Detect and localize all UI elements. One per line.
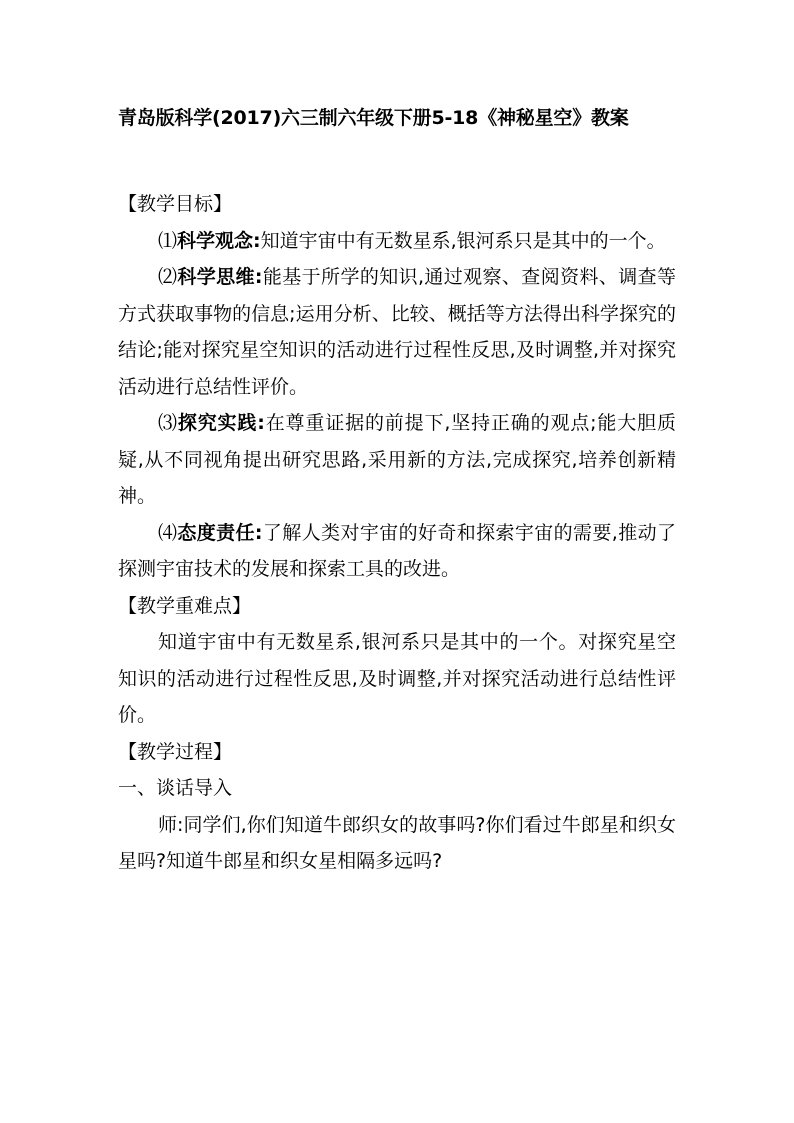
document-body [118, 186, 676, 880]
objective-text: 能基于所学的知识,通过观察、查阅资料、调查等方式获取事物的信息;运用分析、比较、概括等方法得出科学探究的结论;能对探究星空知识的活动进行过程性反思,及时调整,并对探究活动进行总结性评价。 [118, 266, 676, 398]
process-heading: 【教学过程】 [118, 740, 233, 763]
step-1-text: 师:同学们,你们知道牛郎织女的故事吗?你们看过牛郎星和织女星吗?知道牛郎星和织女星相隔多远吗? [118, 813, 676, 872]
objective-number: ⑷ [158, 521, 178, 544]
objective-text: 知道宇宙中有无数星系,银河系只是其中的一个。 [260, 229, 666, 252]
document-title: 青岛版科学(2017)六三制六年级下册5-18《神秘星空》教案 [118, 107, 629, 129]
objective-label: 科学思维: [177, 266, 263, 288]
objective-item-2 [118, 259, 676, 405]
key-points-text: 知道宇宙中有无数星系,银河系只是其中的一个。对探究星空知识的活动进行过程性反思,及时调整,并对探究活动进行总结性评价。 [118, 631, 676, 726]
objective-number: ⑴ [158, 229, 178, 252]
objectives-heading: 【教学目标】 [118, 193, 233, 215]
objective-text: 在尊重证据的前提下,坚持正确的观点;能大胆质疑,从不同视角提出研究思路,采用新的方法,完成探究,培养创新精神。 [118, 412, 676, 507]
objective-number: ⑵ [158, 266, 178, 288]
objective-number: ⑶ [158, 412, 178, 434]
objective-text: 了解人类对宇宙的好奇和探索宇宙的需要,推动了探测宇宙技术的发展和探索工具的改进。 [118, 521, 676, 580]
objective-item-3 [118, 405, 676, 515]
key-points-heading: 【教学重难点】 [118, 594, 252, 617]
objective-label: 探究实践: [177, 412, 265, 434]
objective-label: 科学观念: [177, 229, 261, 252]
objective-item-1 [118, 223, 676, 260]
step-1-heading: 一、谈话导入 [118, 777, 233, 799]
objective-item-4 [118, 515, 676, 588]
objective-label: 态度责任: [177, 521, 263, 544]
